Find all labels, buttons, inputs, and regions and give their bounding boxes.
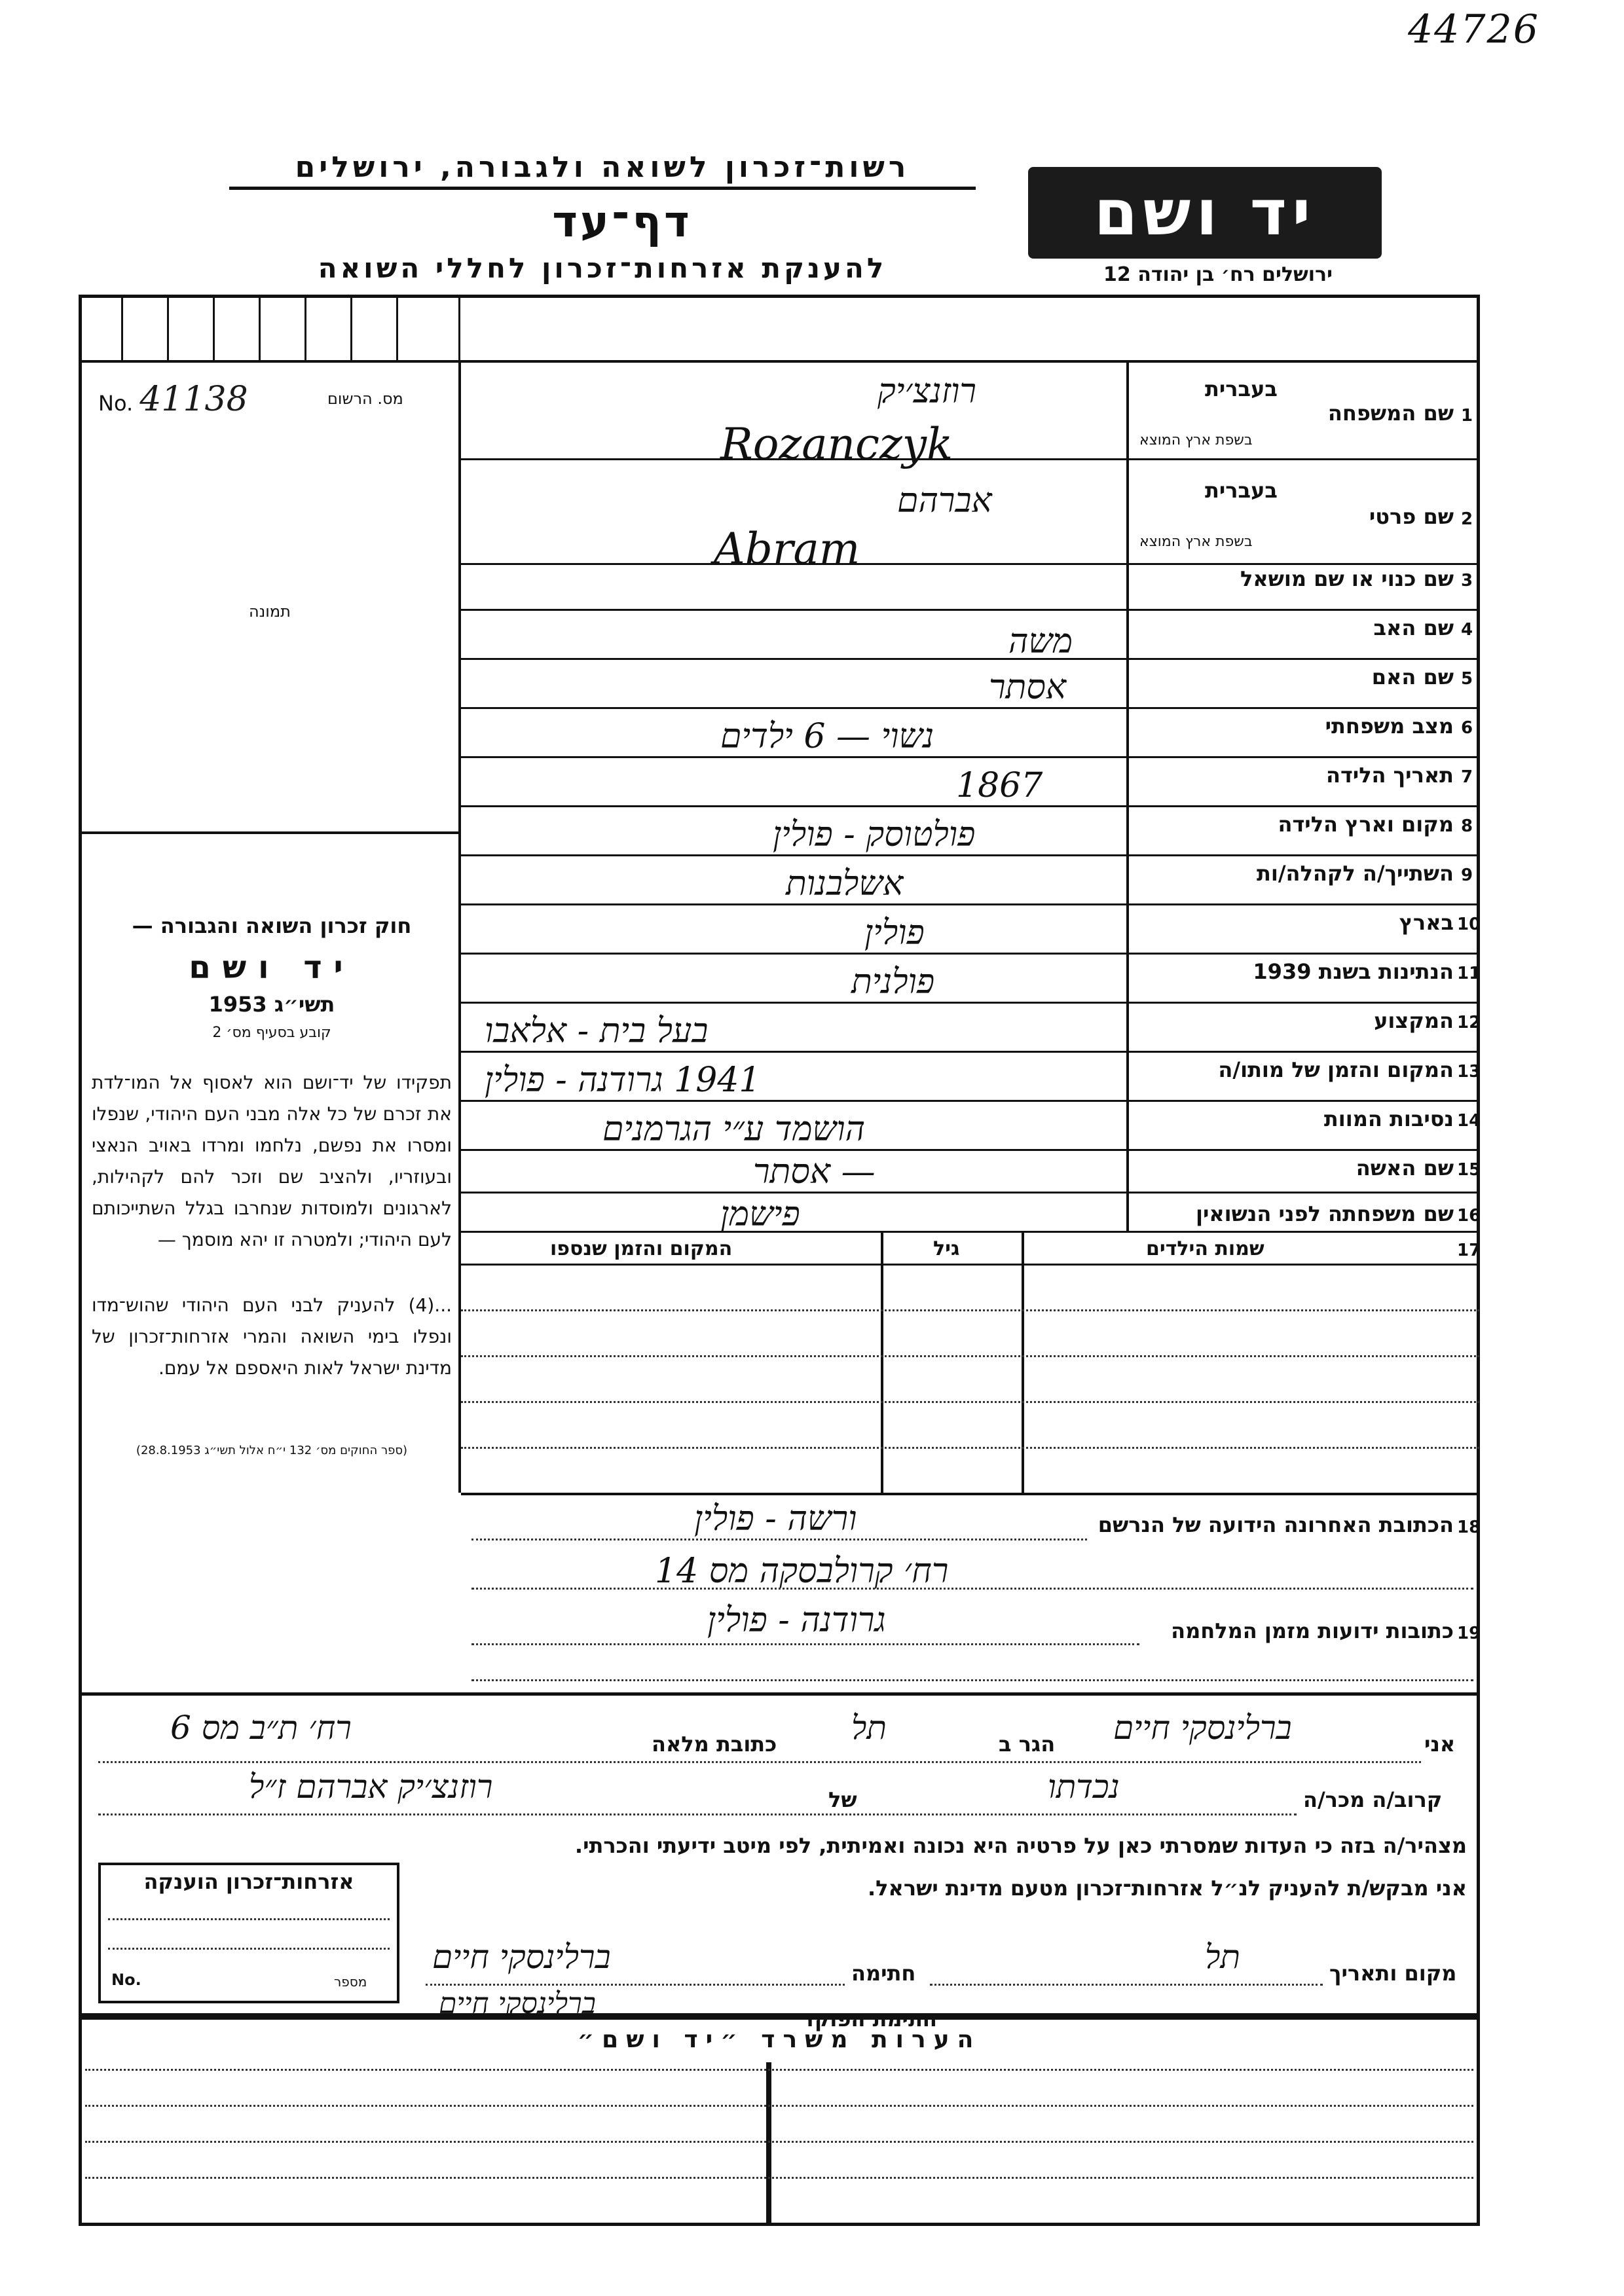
table-column-divider xyxy=(1022,1231,1024,1493)
field-number: 9 xyxy=(1460,866,1473,885)
declaration-divider xyxy=(82,1692,1477,1696)
local-language-sublabel: בשפת ארץ המוצא xyxy=(1139,534,1253,550)
family-name-local-value: Rozanczyk xyxy=(720,419,953,469)
law-title: חוק זכרון השואה והגבורה — xyxy=(132,913,412,938)
field-number: 5 xyxy=(1460,669,1473,689)
registration-label: מס. הרשום xyxy=(327,390,403,408)
top-strip xyxy=(82,298,1477,363)
field-number: 4 xyxy=(1460,620,1473,640)
law-section: קובע בסעיף מס׳ 2 xyxy=(212,1025,331,1041)
table-row xyxy=(461,1355,1479,1357)
officer-signature-value: ברלינסקי חיים xyxy=(439,1987,596,2020)
field-number: 18 xyxy=(1457,1518,1481,1537)
certificate-number-label-hebrew: מספר xyxy=(334,1974,367,1990)
address-section-divider xyxy=(461,1493,1479,1495)
field-number: 2 xyxy=(1460,509,1473,529)
last-address-street-value: רח׳ קרולבסקה מס 14 xyxy=(655,1552,949,1591)
place-date-value: תל xyxy=(1205,1938,1240,1976)
profession-label: המקצוע xyxy=(1374,1008,1454,1033)
citizenship-label: הנתינות בשנת 1939 xyxy=(1253,959,1454,984)
table-row xyxy=(461,1309,1479,1311)
field-number: 19 xyxy=(1457,1624,1481,1643)
logo-address: ירושלים רח׳ בן יהודה 12 xyxy=(1103,263,1333,286)
community-value: אשלבנות xyxy=(786,864,904,903)
field-number: 11 xyxy=(1457,964,1481,983)
local-language-sublabel: בשפת ארץ המוצא xyxy=(1139,432,1253,448)
resident-city-value: תל xyxy=(851,1709,887,1747)
children-names-header: שמות הילדים xyxy=(1146,1237,1264,1260)
hebrew-sublabel: בעברית xyxy=(1205,478,1278,503)
form-title: דף־עד xyxy=(552,196,692,247)
field-number: 6 xyxy=(1460,718,1473,738)
father-name-label: שם האב xyxy=(1373,615,1454,640)
wife-name-value: — אסתר xyxy=(753,1152,876,1192)
field-number: 1 xyxy=(1460,406,1473,426)
certificate-title: אזרחות־זכרון הוענקה xyxy=(143,1869,354,1894)
declarant-label: אני xyxy=(1424,1732,1456,1757)
photo-divider xyxy=(82,831,458,834)
death-circumstances-label: נסיבות המוות xyxy=(1323,1106,1454,1131)
profession-value: בעל בית - אלאבו xyxy=(485,1011,709,1051)
country-label: בארץ xyxy=(1399,910,1454,935)
request-statement: אני מבקש/ת להעניק לנ״ל אזרחות־זכרון מטעם מדינת ישראל. xyxy=(868,1876,1467,1901)
field-number: 10 xyxy=(1457,915,1481,934)
table-row xyxy=(461,1401,1479,1403)
declaration-statement: מצהיר/ה בזה כי העדות שמסרתי כאן על פרטיה היא נכונה ואמיתית, לפי מיטב ידיעתי והכרתי. xyxy=(574,1833,1467,1858)
org-title: רשות־זכרון לשואה ולגבורה, ירושלים xyxy=(229,151,976,190)
law-source: (ספר החוקים מס׳ 132 י״ח אלול תשי״ג 28.8.1953) xyxy=(136,1444,408,1457)
signature-label: חתימה xyxy=(851,1961,916,1986)
wartime-address-label: כתובות ידועות מזמן המלחמה xyxy=(1171,1618,1454,1643)
children-age-header: גיל xyxy=(933,1237,960,1260)
relation-label: קרוב/ה מכר/ה xyxy=(1303,1787,1443,1812)
community-label: השתייך/ה לקהלה/ות xyxy=(1256,861,1454,886)
wife-maiden-name-label: שם משפחתה לפני הנשואין xyxy=(1195,1201,1454,1226)
photo-label: תמונה xyxy=(249,602,291,621)
family-name-hebrew-value: רוזנצ׳יק xyxy=(877,372,976,411)
officer-signature-label: חתימת הפוקד xyxy=(802,2007,937,2032)
father-name-value: משה xyxy=(1008,622,1073,661)
form-subtitle: להענקת אזרחות־זכרון לחללי השואה xyxy=(318,252,887,284)
mother-name-value: אסתר xyxy=(989,668,1067,707)
place-date-label: מקום ותאריך xyxy=(1329,1961,1457,1986)
field-number: 16 xyxy=(1457,1206,1481,1226)
notes-title: הערות משרד ״יד ושם״ xyxy=(577,2026,982,2053)
registration-prefix: No. xyxy=(98,391,134,416)
resident-label: הגר ב xyxy=(999,1732,1056,1757)
last-address-label: הכתובת האחרונה הידועה של הנרשם xyxy=(1098,1512,1454,1537)
law-year: תשי״ג 1953 xyxy=(208,992,335,1017)
table-row xyxy=(461,1447,1479,1449)
law-org: יד ושם xyxy=(189,949,355,986)
first-name-local-value: Abram xyxy=(714,524,860,574)
archive-number: 44726 xyxy=(1408,7,1540,52)
left-column-divider xyxy=(458,360,461,1493)
nickname-label: שם כנוי או שם מושאל xyxy=(1240,566,1454,591)
wife-name-label: שם האשה xyxy=(1356,1156,1454,1180)
last-address-value: ורשה - פולין xyxy=(694,1499,857,1539)
deceased-name-value: רוזנצ׳יק אברהם ז״ל xyxy=(249,1768,493,1806)
field-number: 15 xyxy=(1457,1160,1481,1180)
relation-value: נכדתו xyxy=(1048,1768,1120,1806)
death-place-value: 1941 גרודנה - פולין xyxy=(485,1061,761,1100)
first-name-label: שם פרטי xyxy=(1369,504,1454,529)
children-place-header: המקום והזמן שנספו xyxy=(550,1237,733,1260)
certificate-number-label: No. xyxy=(111,1971,141,1989)
field-number: 3 xyxy=(1460,571,1473,591)
wartime-address-value: גרודנה - פולין xyxy=(707,1601,886,1640)
death-place-label: המקום והזמן של מותו/ה xyxy=(1218,1057,1454,1082)
field-number: 17 xyxy=(1457,1241,1481,1260)
death-circumstances-value: הושמד ע״י הגרמנים xyxy=(602,1110,866,1149)
birth-place-value: פולטוסק - פולין xyxy=(773,815,976,854)
mother-name-label: שם האם xyxy=(1371,665,1454,689)
declarant-name-value: ברלינסקי חיים xyxy=(1113,1709,1292,1747)
full-address-label: כתובת מלאה xyxy=(652,1732,777,1757)
field-number: 14 xyxy=(1457,1111,1481,1131)
yad-vashem-logo: יד ושם xyxy=(1028,167,1382,259)
first-name-hebrew-value: אברהם xyxy=(897,481,992,520)
birth-date-value: 1867 xyxy=(956,766,1043,805)
birth-place-label: מקום וארץ הלידה xyxy=(1278,812,1454,837)
full-address-value: רח׳ ת״ב מס 6 xyxy=(170,1709,352,1747)
of-label: של xyxy=(828,1787,857,1812)
birth-date-label: תאריך הלידה xyxy=(1325,763,1454,788)
citizenship-value: פולנית xyxy=(851,962,935,1002)
family-name-label: שם המשפחה xyxy=(1327,401,1454,426)
field-number: 8 xyxy=(1460,816,1473,836)
field-number: 7 xyxy=(1460,767,1473,787)
marital-status-label: מצב משפחתי xyxy=(1325,714,1454,738)
registration-value: 41138 xyxy=(139,380,248,419)
wife-maiden-name-value: פישמן xyxy=(720,1195,800,1234)
table-column-divider xyxy=(881,1231,883,1493)
law-paragraph: תפקידו של יד־ושם הוא לאסוף אל המו־לדת את זכרם של כל אלה מבני העם היהודי, שנפלו ומסרו את נפשם, נלחמו ומרדו באויב הנאצי ובעוזריו, ולהציב שם וזכר להם לקהילות, לארגונים ולמוסדות שנחרבו בגלל השתייכותם לעם היהודי; ולמטרה זו יהא מוסמך — xyxy=(92,1072,452,1250)
country-value: פולין xyxy=(864,913,925,953)
hebrew-sublabel: בעברית xyxy=(1205,376,1278,401)
children-header-line xyxy=(461,1264,1479,1266)
signature-value: ברלינסקי חיים xyxy=(432,1938,611,1976)
law-paragraph: ...(4) להעניק לבני העם היהודי שהוש־מדו ונפלו בימי השואה והמרי אזרחות־זכרון של מדינת ישראל לאות היאספם אל עמם. xyxy=(92,1294,452,1379)
marital-status-value: נשוי — 6 ילדים xyxy=(720,717,934,756)
registration-number xyxy=(98,380,248,419)
field-number: 12 xyxy=(1457,1013,1481,1032)
field-number: 13 xyxy=(1457,1062,1481,1082)
